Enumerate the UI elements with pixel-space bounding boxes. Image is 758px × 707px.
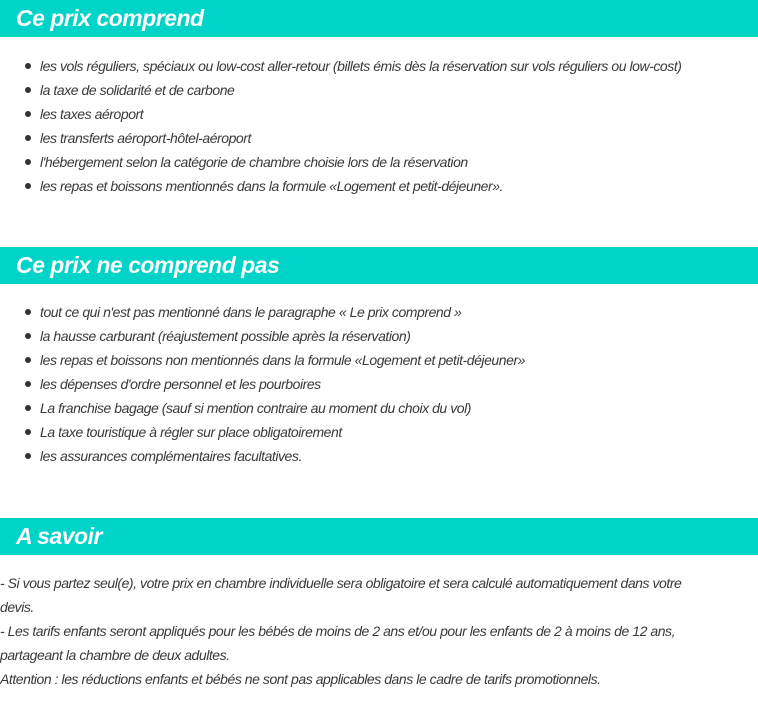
paragraph-line: - Les tarifs enfants seront appliqués pour les bébés de moins de 2 ans et/ou pour les enfants de 2 à moins de 12 ans, xyxy=(0,623,676,639)
section-header-good-to-know xyxy=(0,518,758,555)
section-title: Ce prix ne comprend pas xyxy=(16,252,280,278)
bullet-icon xyxy=(25,453,31,459)
list-item-text: les vols réguliers, spéciaux ou low-cost aller-retour (billets émis dès la réservation sur vols réguliers ou low-cost) xyxy=(40,58,682,74)
list-item xyxy=(0,324,525,348)
not-included-list xyxy=(0,300,525,468)
list-item-text: les repas et boissons mentionnés dans la formule «Logement et petit-déjeuner». xyxy=(40,178,503,194)
list-item-text: l'hébergement selon la catégorie de chambre choisie lors de la réservation xyxy=(40,154,468,170)
list-item xyxy=(0,348,525,372)
list-item xyxy=(0,54,681,78)
paragraph-line: devis. xyxy=(0,599,34,615)
paragraph-line: - Si vous partez seul(e), votre prix en chambre individuelle sera obligatoire et sera calculé automatiquement dans votre xyxy=(0,575,682,591)
list-item-text: les assurances complémentaires facultatives. xyxy=(40,448,302,464)
bullet-icon xyxy=(25,405,31,411)
list-item-text: tout ce qui n'est pas mentionné dans le paragraphe « Le prix comprend » xyxy=(40,304,462,320)
list-item xyxy=(0,174,681,198)
bullet-icon xyxy=(25,333,31,339)
section-header-included xyxy=(0,0,758,37)
list-item xyxy=(0,102,681,126)
list-item-text: la hausse carburant (réajustement possible après la réservation) xyxy=(40,328,411,344)
list-item-text: La taxe touristique à régler sur place obligatoirement xyxy=(40,424,342,440)
list-item-text: La franchise bagage (sauf si mention contraire au moment du choix du vol) xyxy=(40,400,471,416)
bullet-icon xyxy=(25,111,31,117)
section-title: A savoir xyxy=(16,523,102,549)
bullet-icon xyxy=(25,183,31,189)
list-item xyxy=(0,396,525,420)
bullet-icon xyxy=(25,309,31,315)
bullet-icon xyxy=(25,63,31,69)
paragraph-line: partageant la chambre de deux adultes. xyxy=(0,647,230,663)
section-header-not-included xyxy=(0,247,758,284)
list-item xyxy=(0,300,525,324)
bullet-icon xyxy=(25,135,31,141)
list-item-text: les dépenses d'ordre personnel et les pourboires xyxy=(40,376,321,392)
list-item-text: les transferts aéroport-hôtel-aéroport xyxy=(40,130,251,146)
bullet-icon xyxy=(25,381,31,387)
bullet-icon xyxy=(25,357,31,363)
list-item xyxy=(0,126,681,150)
section-title: Ce prix comprend xyxy=(16,5,204,31)
list-item-text: les repas et boissons non mentionnés dans la formule «Logement et petit-déjeuner» xyxy=(40,352,525,368)
list-item xyxy=(0,372,525,396)
list-item-text: les taxes aéroport xyxy=(40,106,144,122)
bullet-icon xyxy=(25,429,31,435)
list-item xyxy=(0,78,681,102)
list-item xyxy=(0,150,681,174)
list-item-text: la taxe de solidarité et de carbone xyxy=(40,82,235,98)
list-item xyxy=(0,420,525,444)
bullet-icon xyxy=(25,159,31,165)
list-item xyxy=(0,444,525,468)
paragraph-line: Attention : les réductions enfants et bébés ne sont pas applicables dans le cadre de tarifs promotionnels. xyxy=(0,671,601,687)
included-list xyxy=(0,54,681,198)
bullet-icon xyxy=(25,87,31,93)
good-to-know-text xyxy=(0,571,758,691)
